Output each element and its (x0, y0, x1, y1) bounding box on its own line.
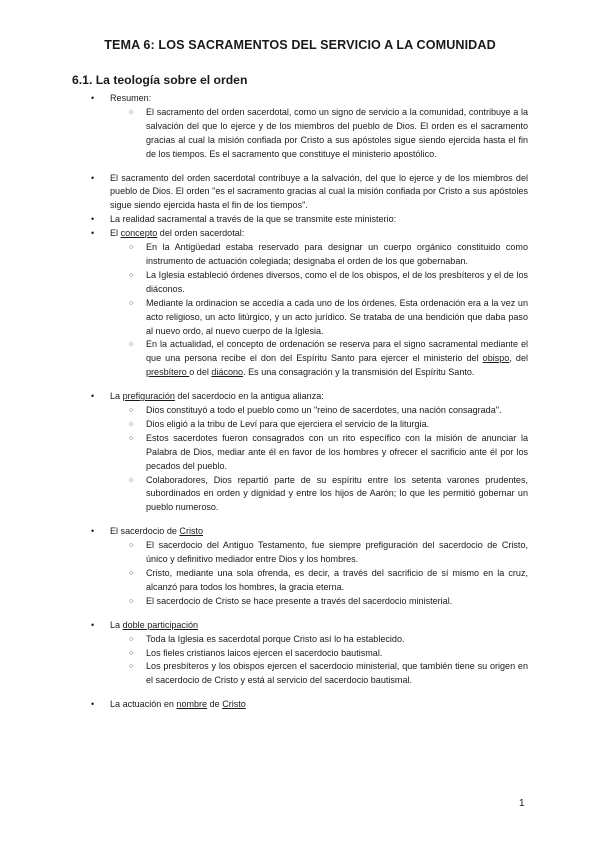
concepto-item: ○ Mediante la ordinacion se accedía a cada uno de los órdenes. Esta ordenación era a la vez un acto religioso, un acto litúrgico, y un acto jurídico. Se trataba de una bendición que daba paso al nuevo ordo, al nuevo cuerpo de la Iglesia. (146, 297, 528, 339)
page-number: 1 (519, 798, 525, 809)
prefiguracion-keyword: prefiguración (122, 391, 175, 402)
prefiguracion-post: del sacerdocio en la antigua alianza: (174, 391, 324, 402)
cristo-item: ○ El sacerdocio de Cristo se hace presente a través del sacerdocio ministerial. (146, 595, 528, 609)
doble-item: ○ Toda la Iglesia es sacerdotal porque Cristo así lo ha establecido. (146, 633, 528, 647)
doble-keyword: doble participación (122, 619, 199, 630)
nombre-keyword: nombre (176, 699, 208, 710)
diacono-term: diácono (211, 367, 244, 378)
prefiguracion-item: ○ Dios eligió a la tribu de Leví para que ejerciera el servicio de la liturgia. (146, 418, 528, 432)
concepto-post: del orden sacerdotal: (157, 228, 245, 239)
bullet-doble-participacion (110, 619, 528, 633)
cristo-item: ○ Cristo, mediante una sola ofrenda, es decir, a través del sacrificio de sí mismo en la cruz, alcanzó para todos los hombres, la gracia eterna. (146, 567, 528, 595)
actuacion-mid: de (207, 699, 223, 710)
presbitero-term: presbítero (146, 367, 190, 378)
concepto-pre: El (110, 228, 121, 239)
concepto-last-d: . Es una consagración y la transmisión del Espíritu Santo. (243, 367, 475, 378)
concepto-item (146, 338, 528, 380)
obispo-term: obispo (482, 353, 510, 364)
bullet-concepto (110, 227, 528, 241)
bullet-prefiguracion (110, 390, 528, 404)
bullet-sacerdocio-cristo (110, 525, 528, 539)
cristo-item: ○ El sacerdocio del Antiguo Testamento, fue siempre prefiguración del sacerdocio de Cristo, único y definitivo mediador entre Dios y los hombres. (146, 539, 528, 567)
prefiguracion-item: ○ Dios constituyó a todo el pueblo como un "reino de sacerdotes, una nación consagrada". (146, 404, 528, 418)
concepto-last-a: En la actualidad, el concepto de ordenación se reserva para el signo sacramental mediante el que una persona recibe el don del Espíritu Santo para ejercer el ministerio del (146, 339, 528, 364)
doble-pre: La (110, 619, 123, 630)
prefiguracion-pre: La (110, 391, 123, 402)
bullet-actuacion (110, 698, 528, 712)
resumen-text: ○ El sacramento del orden sacerdotal, como un signo de servicio a la comunidad, contribuye a la salvación del que lo ejerce y de los miembros del pueblo de Dios. El orden es el sacramento gracias al cual la misión confiada por Cristo a sus apóstoles sigue siendo ejercida hasta el fin de los tiempos. Es el sacramento que constituye el ministerio apostólico. (146, 106, 528, 162)
concepto-item: ○ La Iglesia estableció órdenes diversos, como el de los obispos, el de los presbíteros y el de los diáconos. (146, 269, 528, 297)
cristo-keyword-2: Cristo (222, 699, 246, 710)
actuacion-pre: La actuación en (110, 699, 177, 710)
concepto-keyword: concepto (120, 228, 158, 239)
bullet-orden-salvacion: • El sacramento del orden sacerdotal contribuye a la salvación, del que lo ejerce y de los miembros del pueblo de Dios. El orden "es el sacramento gracias al cual la misión confiada por Cristo a sus apóstoles sigue siendo ejercida hasta el fin de los tiempos". (110, 172, 528, 214)
doble-item: ○ Los fieles cristianos laicos ejercen el sacerdocio bautismal. (146, 647, 528, 661)
cristo-pre: El sacerdocio de (110, 526, 180, 537)
page-title: TEMA 6: LOS SACRAMENTOS DEL SERVICIO A LA COMUNIDAD (104, 38, 496, 52)
section-heading: 6.1. La teología sobre el orden (72, 73, 248, 87)
document-body (0, 92, 600, 712)
concepto-last-c: o del (189, 367, 212, 378)
prefiguracion-item: ○ Colaboradores, Dios repartió parte de su espíritu entre los setenta varones prudentes, subordinados en orden y dignidad y entre los hijos de Aarón; lo que les permitió gobernar un pueblo numeroso. (146, 474, 528, 516)
prefiguracion-item: ○ Estos sacerdotes fueron consagrados con un rito específico con la misión de anunciar la Palabra de Dios, mediar ante él en favor de los hombres y ofrecer el sacrificio ante él por los pecados del pueblo. (146, 432, 528, 474)
bullet-resumen: • Resumen: (110, 92, 528, 106)
concepto-item: ○ En la Antigüedad estaba reservado para designar un cuerpo orgánico constituido como instrumento de actuación colegiada; designaba el orden de los que gobernaban. (146, 241, 528, 269)
doble-item: ○ Los presbíteros y los obispos ejercen el sacerdocio ministerial, que también tiene su origen en el sacerdocio de Cristo y está al servicio del sacerdocio bautismal. (146, 660, 528, 688)
cristo-keyword: Cristo (179, 526, 204, 537)
concepto-last-b: , del (509, 353, 528, 364)
bullet-realidad-sacramental: • La realidad sacramental a través de la que se transmite este ministerio: (110, 213, 528, 227)
